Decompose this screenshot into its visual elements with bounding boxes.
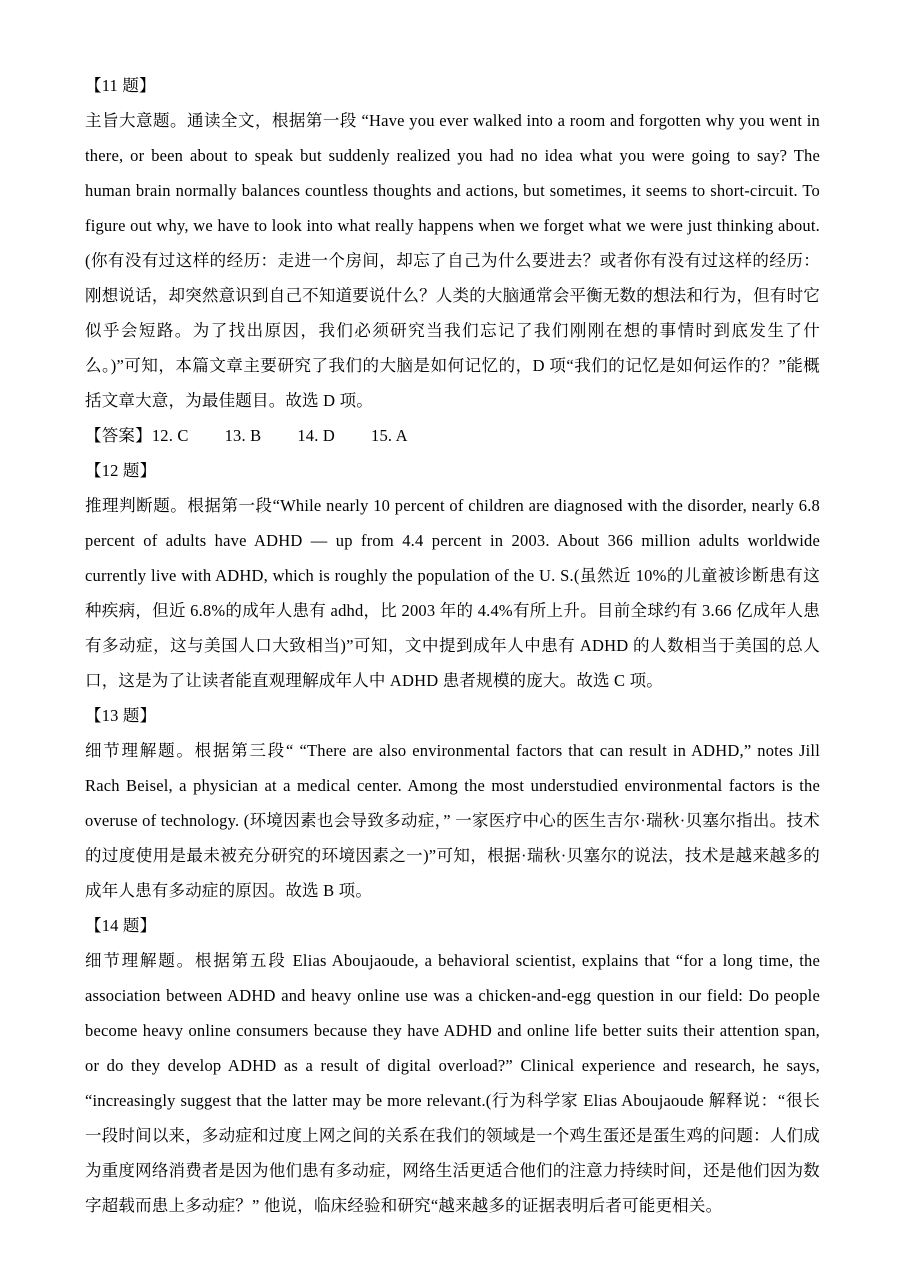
answer-item-12: 12. C — [151, 426, 189, 445]
answer-label: 【答案】 — [85, 426, 152, 445]
answer-item-15: 15. A — [371, 426, 408, 445]
section-heading-11: 【11 题】 — [85, 76, 156, 95]
section-body-12: 推理判断题。根据第一段“While nearly 10 percent of children are diagnosed with the disorder, nearly 6.8 percent of adults have ADHD — up from 4.4 percent in 2003. About 366 million adults worldwide currently live with ADHD, which is roughly the population of the U. S.(虽然近 10%的儿童被诊断患有这种疾病，但近 6.8%的成年人患有 adhd，比 2003 年的 4.4%有所上升。目前全球约有 3.66 亿成年人患有多动症，这与美国人口大致相当)”可知，文中提到成年人中患有 ADHD 的人数相当于美国的总人口，这是为了让读者能直观理解成年人中 ADHD 患者规模的庞大。故选 C 项。 — [85, 496, 820, 690]
section-body-14: 细节理解题。根据第五段 Elias Aboujaoude, a behavioral scientist, explains that “for a long time, the association between ADHD and heavy online use was a chicken-and-egg question in our field: Do people become heavy online consumers because they have ADHD and online life better suits their attention span, or do they develop ADHD as a result of digital overload?” Clinical experience and research, he says, “increasingly suggest that the latter may be more relevant.(行为科学家 Elias Aboujaoude 解释说：“很长一段时间以来，多动症和过度上网之间的关系在我们的领域是一个鸡生蛋还是蛋生鸡的问题：人们成为重度网络消费者是因为他们患有多动症，网络生活更适合他们的注意力持续时间，还是他们因为数字超载而患上多动症？” 他说，临床经验和研究“越来越多的证据表明后者可能更相关。 — [85, 951, 820, 1215]
answer-item-14: 14. D — [297, 426, 336, 445]
section-body-11: 主旨大意题。通读全文，根据第一段 “Have you ever walked into a room and forgotten why you went in there, or been about to speak but suddenly realized you had no idea what you were going to say? The human brain normally balances countless thoughts and actions, but sometimes, it seems to short-circuit. To figure out why, we have to look into what really happens when we forget what we were just thinking about. (你有没有过这样的经历：走进一个房间，却忘了自己为什么要进去？或者你有没有过这样的经历：刚想说话，却突然意识到自己不知道要说什么？人类的大脑通常会平衡无数的想法和行为，但有时它似乎会短路。为了找出原因，我们必须研究当我们忘记了我们刚刚在想的事情时到底发生了什么。)”可知，本篇文章主要研究了我们的大脑是如何记忆的，D 项“我们的记忆是如何运作的？”能概括文章大意，为最佳题目。故选 D 项。 — [85, 111, 820, 410]
answer-item-13: 13. B — [224, 426, 262, 445]
section-heading-13: 【13 题】 — [85, 706, 157, 725]
section-body-13: 细节理解题。根据第三段“ “There are also environmental factors that can result in ADHD,” notes Jill Rach Beisel, a physician at a medical center. Among the most understudied environmental factors is the overuse of technology. (环境因素也会导致多动症，” 一家医疗中心的医生吉尔·瑞秋·贝塞尔指出。技术的过度使用是最未被充分研究的环境因素之一)”可知，根据·瑞秋·贝塞尔的说法，技术是越来越多的成年人患有多动症的原因。故选 B 项。 — [85, 741, 820, 900]
answer-line — [85, 418, 820, 453]
section-heading-12: 【12 题】 — [85, 461, 157, 480]
section-heading-14: 【14 题】 — [85, 916, 157, 935]
